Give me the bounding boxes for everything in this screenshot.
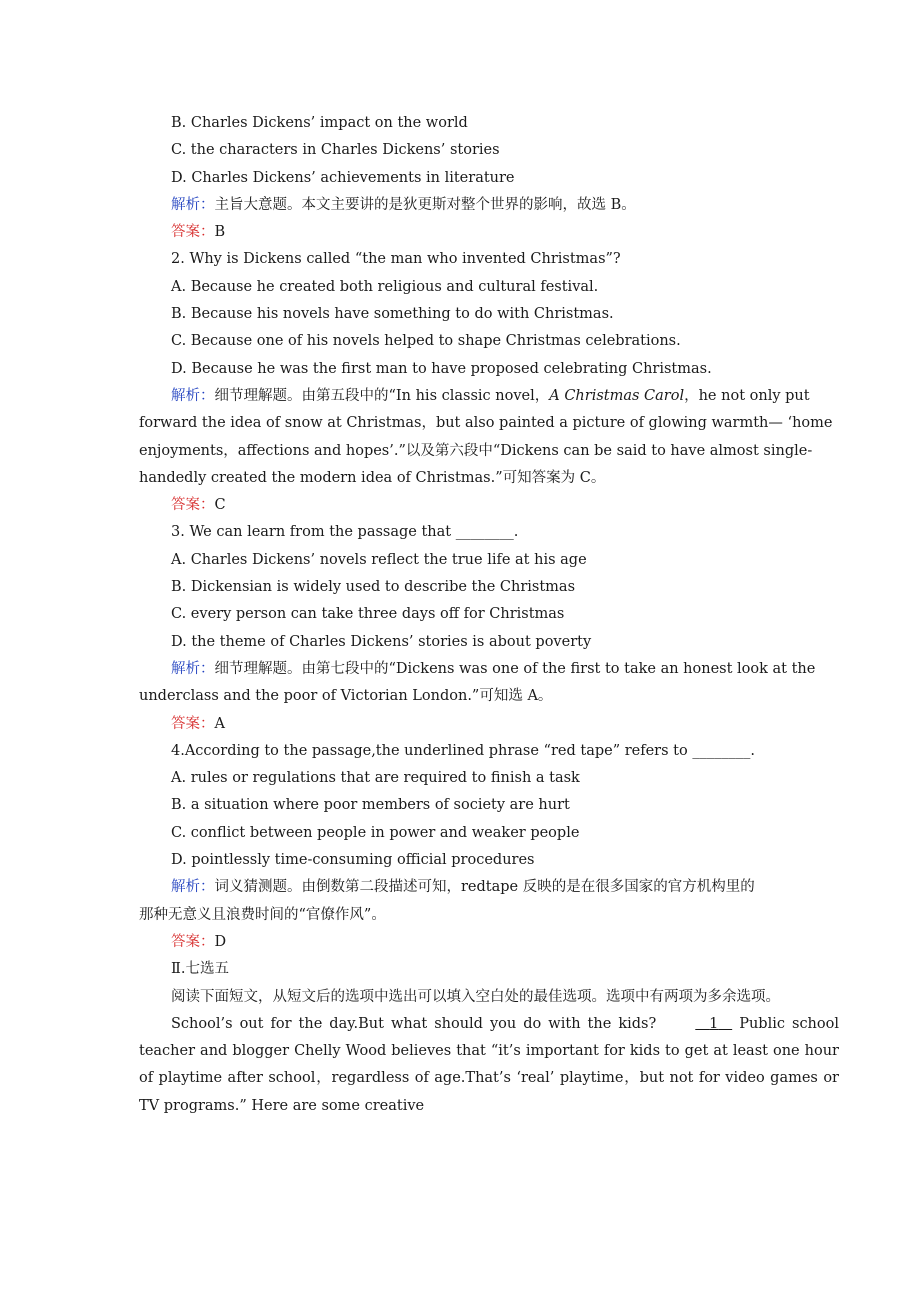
q2-analysis xyxy=(139,383,839,492)
q1-option-b: B. Charles Dickens’ impact on the world xyxy=(171,115,468,131)
answer-label: 答案： xyxy=(171,224,215,241)
analysis-label: 解析： xyxy=(171,196,215,213)
analysis-label: 解析： xyxy=(171,387,215,404)
document-body xyxy=(139,110,839,1120)
answer-label: 答案： xyxy=(171,715,215,732)
q2-option-d: D. Because he was the first man to have proposed celebrating Christmas. xyxy=(171,360,712,377)
q1-option-d: D. Charles Dickens’ achievements in literature xyxy=(171,169,515,186)
analysis-label: 解析： xyxy=(171,660,215,677)
q3-answer-value: A xyxy=(214,715,225,732)
blank-1 xyxy=(663,1011,732,1038)
passage-text-pre: School’s out for the day.But what should you do with the kids? xyxy=(171,1015,657,1032)
q4-analysis-text: 词义猜测题。由倒数第二段描述可知，redtape 反映的是在很多国家的官方机构里的那种无意义且浪费时间的“官僚作风”。 xyxy=(139,879,755,923)
q3-answer xyxy=(139,711,839,738)
q2-option-a: A. Because he created both religious and cultural festival. xyxy=(171,278,599,295)
q2-analysis-pre: 细节理解题。由第五段中的“In his classic novel， xyxy=(214,387,550,404)
q2-answer-value: C xyxy=(214,497,226,514)
answer-label: 答案： xyxy=(171,933,215,950)
q1-answer xyxy=(139,219,839,246)
q1-analysis-text: 主旨大意题。本文主要讲的是狄更斯对整个世界的影响，故选 B。 xyxy=(214,196,636,213)
analysis-label: 解析： xyxy=(171,879,215,896)
section-title: Ⅱ.七选五 xyxy=(171,961,229,978)
passage-paragraph xyxy=(139,1011,839,1120)
q2-option-c: C. Because one of his novels helped to shape Christmas celebrations. xyxy=(171,333,681,350)
q4-answer xyxy=(139,929,839,956)
q3-analysis xyxy=(139,656,839,711)
answer-label: 答案： xyxy=(171,497,215,514)
q3-option-a: A. Charles Dickens’ novels reflect the true life at his age xyxy=(171,551,587,568)
q1-option-c: C. the characters in Charles Dickens’ stories xyxy=(171,142,500,159)
q1-analysis xyxy=(139,192,839,219)
q2-analysis-post: ，he not only put forward the idea of snow at Christmas，but also painted a picture of glowing warmth— ‘home enjoyments，affections and hopes’.”以及第六段中“Dickens can be said to have almost single-handedly created the modern idea of Christmas.”可知答案为 C。 xyxy=(139,387,833,486)
q2-analysis-book-title: A Christmas Carol xyxy=(549,387,685,404)
q4-option-b: B. a situation where poor members of society are hurt xyxy=(171,797,570,814)
passage-text-post: Public school teacher and blogger Chelly Wood believes that “it’s important for kids to get at least one hour of playtime after school，regardless of age.That’s ‘real’ playtime，but not for video games or TV programs.” Here are some creative xyxy=(139,1015,839,1114)
q2-stem: 2. Why is Dickens called “the man who invented Christmas”? xyxy=(171,251,621,268)
blank-number: 1 xyxy=(709,1015,719,1032)
q3-option-c: C. every person can take three days off for Christmas xyxy=(171,606,565,623)
q4-option-c: C. conflict between people in power and weaker people xyxy=(171,824,580,841)
q4-option-d: D. pointlessly time-consuming official procedures xyxy=(171,852,535,869)
q4-answer-value: D xyxy=(214,933,227,950)
q3-stem: 3. We can learn from the passage that ________. xyxy=(171,524,519,541)
q2-answer xyxy=(139,492,839,519)
q4-stem: 4.According to the passage,the underlined phrase “red tape” refers to ________. xyxy=(171,742,755,759)
q4-option-a: A. rules or regulations that are required to finish a task xyxy=(171,770,580,787)
q3-option-b: B. Dickensian is widely used to describe the Christmas xyxy=(171,579,576,596)
q1-answer-value: B xyxy=(214,224,226,241)
q3-option-d: D. the theme of Charles Dickens’ stories is about poverty xyxy=(171,633,592,650)
section-instructions: 阅读下面短文，从短文后的选项中选出可以填入空白处的最佳选项。选项中有两项为多余选项。 xyxy=(171,988,780,1005)
q2-option-b: B. Because his novels have something to do with Christmas. xyxy=(171,306,614,323)
q3-analysis-text: 细节理解题。由第七段中的“Dickens was one of the first to take an honest look at the underclass and the poor of Victorian London.”可知选 A。 xyxy=(139,660,816,705)
q4-analysis xyxy=(139,874,759,929)
